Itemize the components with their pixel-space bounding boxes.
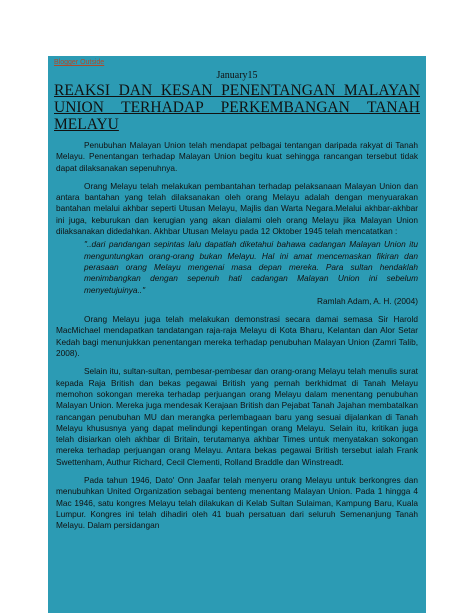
paragraph: Orang Melayu juga telah melakukan demonstrasi secara damai semasa Sir Harold MacMichael mendapatkan tandatangan raja-raja Melayu di Kota Bharu, Kelantan dan Alor Setar Kedah bagi menunjukkan penentangan mereka terhadap penubuhan Malayan Union (Zamri Talib, 2008). [56,314,418,359]
blog-link[interactable]: Blogger Outside [54,59,105,66]
paragraph: Penubuhan Malayan Union telah mendapat pelbagai tentangan daripada rakyat di Tanah Melayu. Penentangan terhadap Malayan Union begitu kuat sehingga rancangan tersebut tidak dapat dilaksanakan sepenuhnya. [56,140,418,173]
paragraph: Selain itu, sultan-sultan, pembesar-pembesar dan orang-orang Melayu telah menulis surat kepada Raja British dan bekas pegawai British yang pernah berkhidmat di Tanah Melayu memohon sokongan mereka terhadap perjuangan orang Melayu dalam menentang penubuhan Malayan Union. Mereka juga mendesak Kerajaan British dan Pejabat Tanah Jajahan membatalkan rancangan penubuhan MU dan merangka perlembagaan baru yang sesuai dijalankan di Tanah Melayu khususnya yang dapat melindungi kepentingan orang Melayu. Selain itu, kritikan juga telah disiarkan oleh akhbar di Britain, terutamanya akhbar Times untuk menyatakan sokongan mereka terhadap perjuangan orang Melayu. Antara bekas pegawai British tersebut ialah Frank Swettenham, Authur Richard, Cecil Clementi, Rolland Braddle dan Winstreadt. [56,366,418,467]
paragraph: Pada tahun 1946, Dato' Onn Jaafar telah menyeru orang Melayu untuk berkongres dan menubuhkan United Organization sebagai benteng menentang Malayan Union. Pada 1 hingga 4 Mac 1946, satu kongres Melayu telah dilakukan di Kelab Sultan Sulaiman, Kampung Baru, Kuala Lumpur. Kongres ini telah dihadiri oleh 41 buah persatuan dari seluruh Semenanjung Tanah Melayu. Dalam persidangan [56,475,418,531]
document-page [48,56,426,613]
paragraph: Orang Melayu telah melakukan pembantahan terhadap pelaksanaan Malayan Union dan antara bantahan yang telah dilaksanakan oleh orang Melayu adalah dengan menyuarakan bantahan melalui akhbar seperti Utusan Melayu, Majlis dan Warta Negara.Melalui akhbar-akhbar ini juga, keburukan dan kerugian yang akan dialami oleh orang Melayu jika Malayan Union dilaksanakan didedahkan. Akhbar Utusan Melayu pada 12 Oktober 1945 telah mencatatkan : [56,180,418,237]
post-date: January15 [216,70,258,81]
post-body [56,140,418,539]
post-title: REAKSI DAN KESAN PENENTANGAN MALAYAN UNION TERHADAP PERKEMBANGAN TANAH MELAYU [54,82,420,133]
quote: "..dari pandangan sepintas lalu dapatlah diketahui bahawa cadangan Malayan Union itu menguntungkan orang-orang bukan Melayu. Hal ini amat mencemaskan fikiran dan perasaan orang Melayu mengenai masa depan mereka. Para sultan hendaklah menimbangkan dengan sepenuh hati cadangan Malayan Union ini sebelum menyetujuinya.." [84,239,418,295]
citation: Ramlah Adam, A. H. (2004) [317,295,418,306]
